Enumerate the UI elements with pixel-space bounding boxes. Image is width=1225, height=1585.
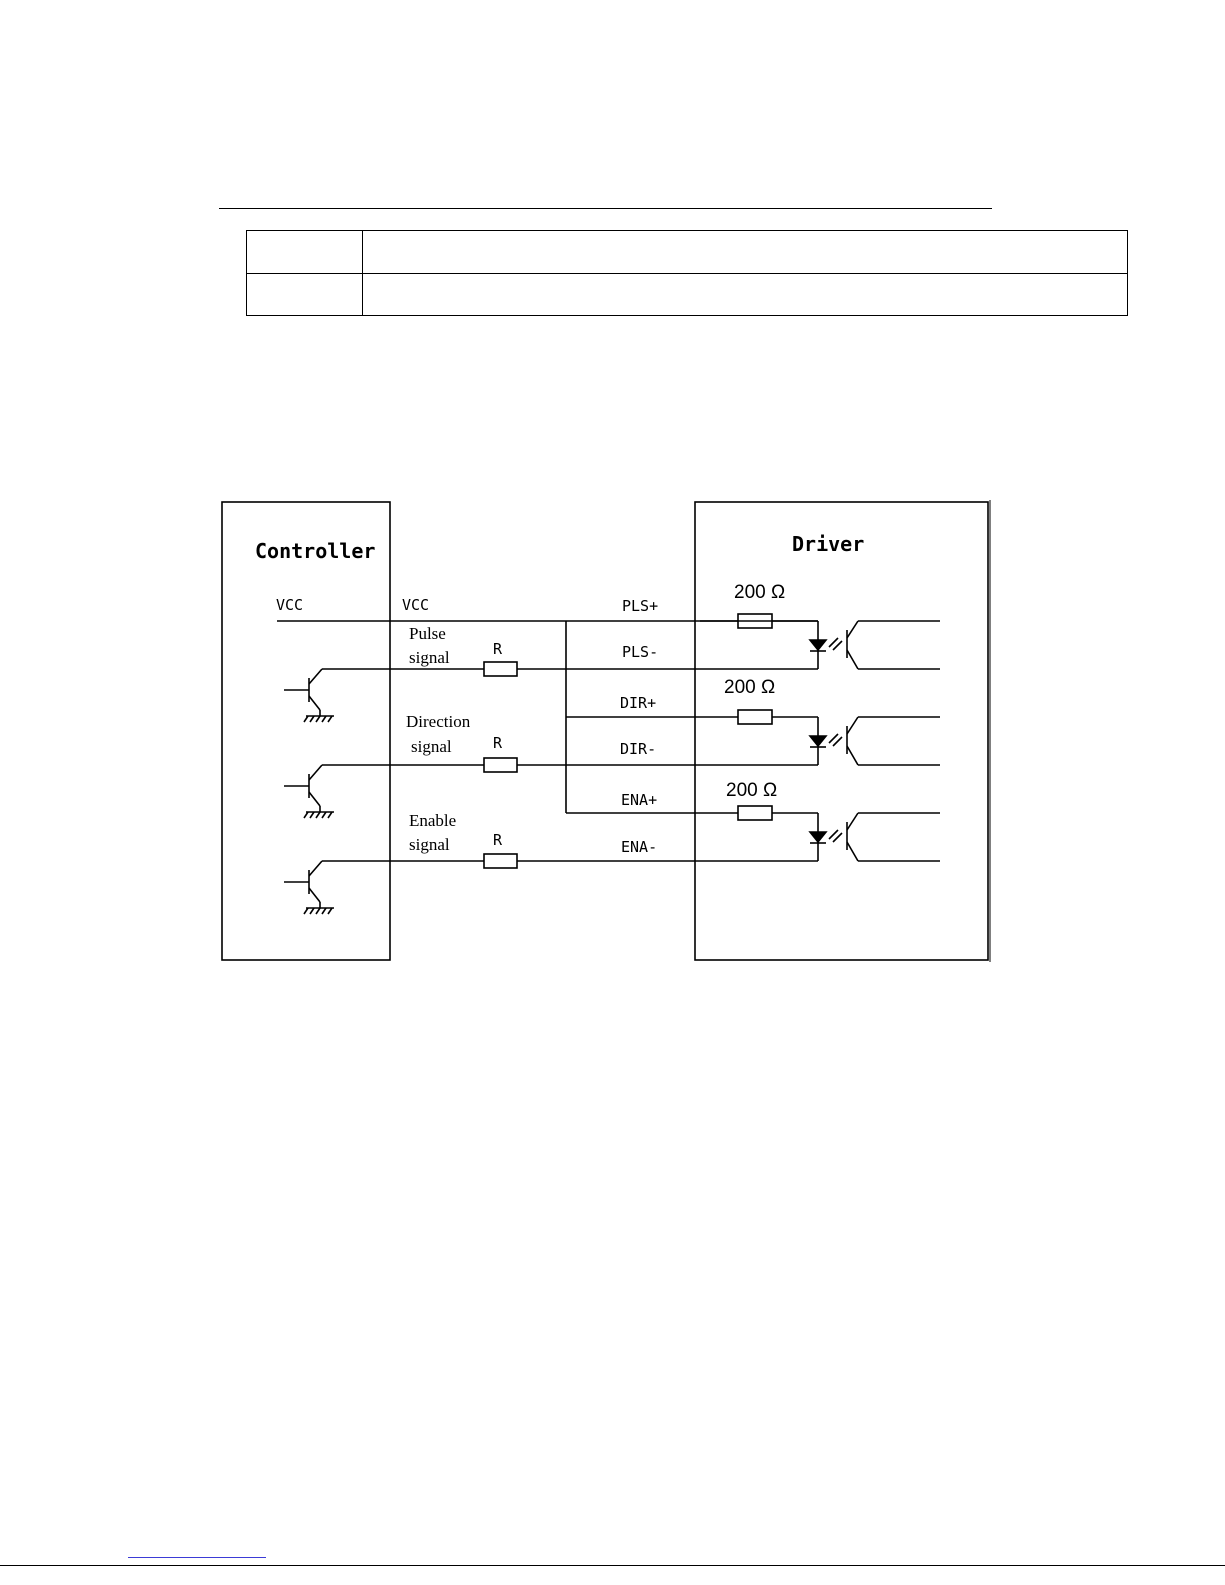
terminal-ena-minus: ENA- (621, 838, 658, 856)
optocoupler-enable (810, 813, 940, 861)
pulse-label-2: signal (409, 648, 450, 667)
vcc-label-right: VCC (402, 596, 430, 614)
resistor-r-label: R (493, 831, 503, 849)
resistor-200-label: 200 Ω (734, 582, 786, 603)
resistor-200-2 (738, 710, 772, 724)
resistor-r-enable (484, 854, 517, 868)
terminal-dir-minus: DIR- (620, 740, 657, 758)
driver-title: Driver (792, 532, 865, 556)
optocoupler-direction (810, 717, 940, 765)
footer-rule (0, 1565, 1225, 1566)
resistor-r-label: R (493, 640, 503, 658)
direction-label-2: signal (411, 737, 452, 756)
enable-label-1: Enable (409, 811, 457, 830)
pulse-label-1: Pulse (409, 624, 446, 643)
driver-box (695, 502, 988, 960)
resistor-r-pulse (484, 662, 517, 676)
resistor-200-label: 200 Ω (724, 677, 776, 698)
resistor-r-label: R (493, 734, 503, 752)
transistor-enable (284, 861, 334, 914)
controller-title: Controller (255, 539, 376, 563)
terminal-ena-plus: ENA+ (621, 791, 658, 809)
transistor-direction (284, 765, 334, 818)
terminal-dir-plus: DIR+ (620, 694, 657, 712)
footer-link-underline (128, 1557, 266, 1558)
resistor-200-label: 200 Ω (726, 780, 778, 801)
controller-box (222, 502, 390, 960)
resistor-200-3 (738, 806, 772, 820)
transistor-pulse (284, 669, 334, 722)
terminal-pls-plus: PLS+ (622, 597, 659, 615)
vcc-label-left: VCC (276, 596, 304, 614)
enable-label-2: signal (409, 835, 450, 854)
terminal-pls-minus: PLS- (622, 643, 659, 661)
resistor-r-direction (484, 758, 517, 772)
optocoupler-pulse (810, 621, 940, 669)
direction-label-1: Direction (406, 712, 471, 731)
